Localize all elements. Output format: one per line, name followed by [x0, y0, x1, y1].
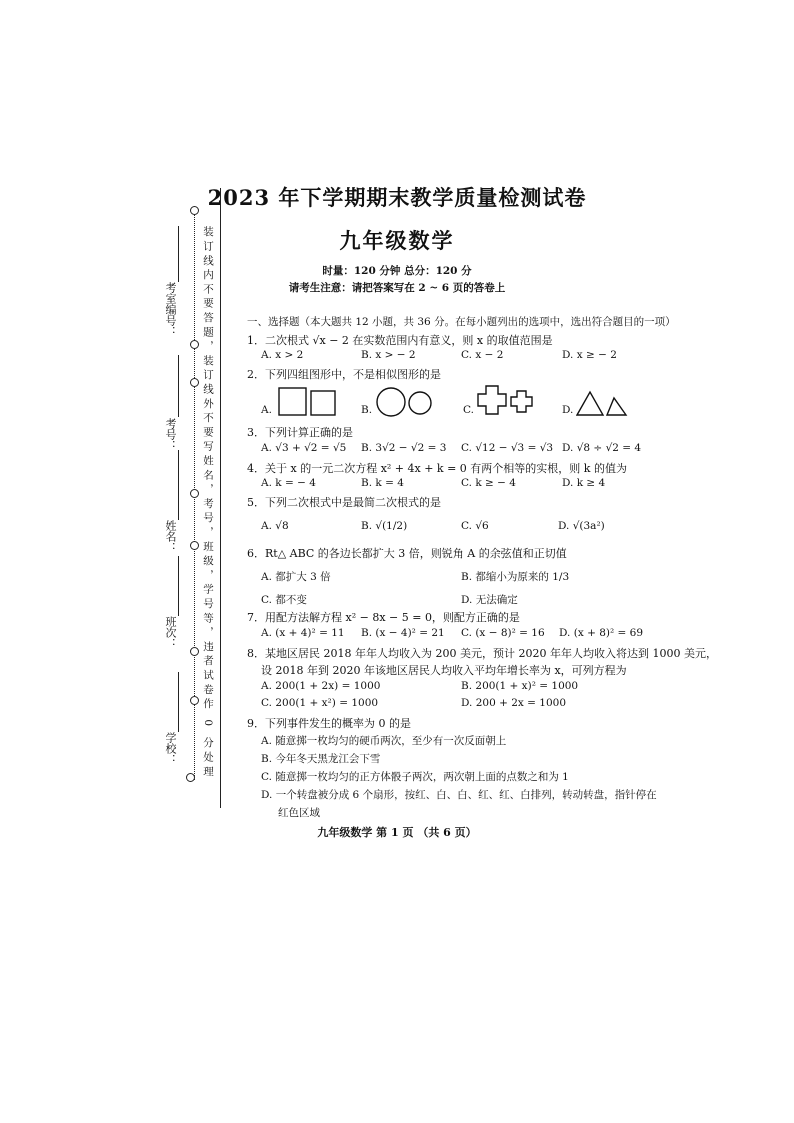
question-7-option-d[interactable]: D. (x + 8)² = 69	[559, 627, 644, 639]
binding-circle	[190, 489, 199, 498]
question-4-stem: 4．关于 x 的一元二次方程 x² + 4x + k = 0 有两个相等的实根，则 k 的值为	[247, 462, 627, 475]
question-5-option-a[interactable]: A. √8	[261, 520, 289, 532]
question-9-option-a[interactable]: A. 随意掷一枚均匀的硬币两次，至少有一次反面朝上	[261, 735, 507, 747]
class-label: 班次：	[164, 616, 177, 649]
exam-number-field[interactable]	[178, 355, 179, 417]
room-number-field[interactable]	[178, 226, 179, 282]
question-2-option-a[interactable]: A.	[261, 404, 272, 416]
binding-circle	[190, 378, 199, 387]
exam-info: 时量：120 分钟 总分：120 分	[322, 265, 472, 277]
two-circles-figure	[375, 387, 433, 417]
question-4-option-d[interactable]: D. k ≥ 4	[562, 477, 606, 489]
question-8-stem-line-2: 设 2018 年到 2020 年该地区居民人均收入平均年增长率为 x，可列方程为	[261, 664, 627, 677]
binding-circle	[190, 206, 199, 215]
question-8-stem-line-1: 8．某地区居民 2018 年年人均收入为 200 美元，预计 2020 年年人均收入将达到 1000 美元，	[247, 647, 717, 660]
two-crosses-figure	[477, 385, 537, 417]
name-label: 姓名：	[164, 520, 177, 553]
question-4-option-c[interactable]: C. k ≥ − 4	[461, 477, 516, 489]
question-7-option-b[interactable]: B. (x − 4)² = 21	[361, 627, 445, 639]
question-1-option-a[interactable]: A. x > 2	[261, 349, 304, 361]
two-squares-figure	[278, 387, 338, 417]
question-9-option-c[interactable]: C. 随意掷一枚均匀的正方体骰子两次，两次朝上面的点数之和为 1	[261, 771, 569, 783]
question-6-stem: 6．Rt△ ABC 的各边长都扩大 3 倍，则锐角 A 的余弦值和正切值	[247, 547, 567, 560]
question-7-stem: 7．用配方法解方程 x² − 8x − 5 = 0，则配方正确的是	[247, 611, 520, 624]
section-heading: 一、选择题（本大题共 12 小题，共 36 分。在每小题列出的选项中，选出符合题目的一项）	[247, 316, 676, 328]
question-6-option-b[interactable]: B. 都缩小为原来的 1/3	[461, 571, 570, 583]
question-7-option-a[interactable]: A. (x + 4)² = 11	[261, 627, 345, 639]
question-1-stem: 1．二次根式 √x − 2 在实数范围内有意义，则 x 的取值范围是	[247, 334, 553, 347]
binding-circle	[190, 647, 199, 656]
binding-circle	[190, 340, 199, 349]
school-field[interactable]	[178, 672, 179, 732]
question-6-option-a[interactable]: A. 都扩大 3 倍	[261, 571, 331, 583]
binding-line	[220, 188, 221, 808]
question-5-stem: 5．下列二次根式中是最简二次根式的是	[247, 496, 441, 509]
question-7-option-c[interactable]: C. (x − 8)² = 16	[461, 627, 545, 639]
binding-circle	[190, 541, 199, 550]
binding-circle	[190, 696, 199, 705]
question-9-option-b[interactable]: B. 今年冬天黑龙江会下雪	[261, 753, 381, 765]
question-8-option-b[interactable]: B. 200(1 + x)² = 1000	[461, 680, 579, 692]
binding-warning: 装订线内不要答题，装订线外不要写姓名，考号，班级，学号等，违者试卷作 0 分处理	[202, 226, 214, 780]
question-5-option-c[interactable]: C. √6	[461, 520, 489, 532]
question-3-option-c[interactable]: C. √12 − √3 = √3	[461, 442, 554, 454]
question-3-stem: 3．下列计算正确的是	[247, 426, 353, 439]
question-8-option-d[interactable]: D. 200 + 2x = 1000	[461, 697, 567, 709]
question-2-stem: 2．下列四组图形中，不是相似图形的是	[247, 368, 441, 381]
question-9-option-d-continued: 红色区域	[278, 807, 320, 819]
question-1-option-c[interactable]: C. x − 2	[461, 349, 504, 361]
question-1-option-d[interactable]: D. x ≥ − 2	[562, 349, 617, 361]
question-5-option-b[interactable]: B. √(1/2)	[361, 520, 408, 532]
question-9-stem: 9．下列事件发生的概率为 0 的是	[247, 717, 411, 730]
question-1-option-b[interactable]: B. x > − 2	[361, 349, 416, 361]
question-5-option-d[interactable]: D. √(3a²)	[558, 520, 605, 532]
page-footer: 九年级数学 第 1 页 （共 6 页）	[317, 826, 477, 839]
question-8-option-a[interactable]: A. 200(1 + 2x) = 1000	[261, 680, 381, 692]
question-4-option-a[interactable]: A. k = − 4	[261, 477, 316, 489]
room-number-label: 考室编号：	[164, 282, 177, 337]
question-2-option-d[interactable]: D.	[562, 404, 574, 416]
exam-notice: 请考生注意：请把答案写在 2 ~ 6 页的答卷上	[288, 282, 506, 294]
exam-title: 2023 年下学期期末教学质量检测试卷	[207, 185, 587, 210]
question-9-option-d[interactable]: D. 一个转盘被分成 6 个扇形，按红、白、白、红、红、白排列，转动转盘，指针停在	[261, 789, 657, 801]
question-2-option-c[interactable]: C.	[463, 404, 474, 416]
question-2-option-b[interactable]: B.	[361, 404, 373, 416]
class-field[interactable]	[178, 556, 179, 616]
exam-number-label: 考号：	[164, 418, 177, 451]
question-3-option-a[interactable]: A. √3 + √2 = √5	[261, 442, 347, 454]
name-field[interactable]	[178, 450, 179, 520]
question-6-option-d[interactable]: D. 无法确定	[461, 594, 518, 606]
question-3-option-b[interactable]: B. 3√2 − √2 = 3	[361, 442, 447, 454]
binding-circle	[186, 773, 195, 782]
question-8-option-c[interactable]: C. 200(1 + x²) = 1000	[261, 697, 379, 709]
question-3-option-d[interactable]: D. √8 ÷ √2 = 4	[562, 442, 642, 454]
two-triangles-figure	[576, 390, 628, 416]
exam-subject: 九年级数学	[339, 228, 455, 253]
question-6-option-c[interactable]: C. 都不变	[261, 594, 307, 606]
question-4-option-b[interactable]: B. k = 4	[361, 477, 404, 489]
school-label: 学校：	[164, 732, 177, 765]
